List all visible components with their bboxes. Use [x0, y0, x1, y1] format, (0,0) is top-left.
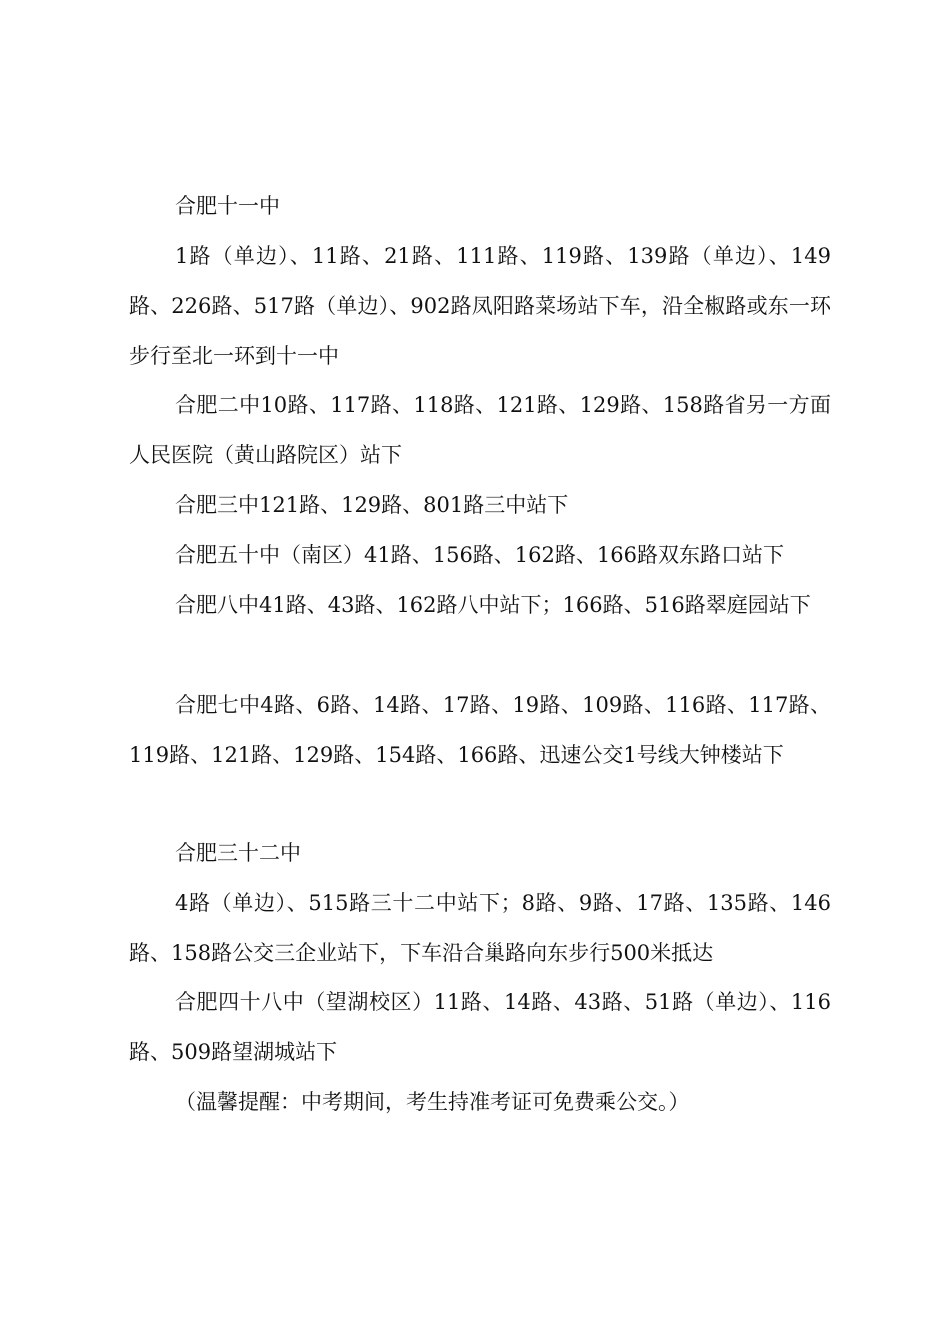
bus-routes-hefei-8: 合肥八中41路、43路、162路八中站下；166路、516路翠庭园站下: [175, 593, 811, 617]
school-heading-hefei-11: 合肥十一中: [175, 194, 280, 218]
bus-routes-hefei-50: 合肥五十中（南区）41路、156路、162路、166路双东路口站下: [175, 543, 784, 567]
reminder-note: （温馨提醒：中考期间，考生持准考证可免费乘公交。）: [175, 1090, 690, 1114]
bus-routes-hefei-48: 合肥四十八中（望湖校区）11路、14路、43路、51路（单边）、116路、509路望湖城站下: [129, 990, 831, 1064]
school-heading-hefei-32: 合肥三十二中: [175, 841, 301, 865]
bus-routes-hefei-11: 1路（单边）、11路、21路、111路、119路、139路（单边）、149路、226路、517路（单边）、902路凤阳路菜场站下车，沿全椒路或东一环步行至北一环到十一中: [129, 244, 831, 368]
bus-routes-hefei-7: 合肥七中4路、6路、14路、17路、19路、109路、116路、117路、119路、121路、129路、154路、166路、迅速公交1号线大钟楼站下: [129, 693, 831, 767]
bus-routes-hefei-2: 合肥二中10路、117路、118路、121路、129路、158路省另一方面人民医院（黄山路院区）站下: [129, 393, 831, 467]
bus-routes-hefei-3: 合肥三中121路、129路、801路三中站下: [175, 493, 569, 517]
bus-routes-hefei-32: 4路（单边）、515路三十二中站下；8路、9路、17路、135路、146路、158路公交三企业站下，下车沿合巢路向东步行500米抵达: [129, 891, 831, 965]
